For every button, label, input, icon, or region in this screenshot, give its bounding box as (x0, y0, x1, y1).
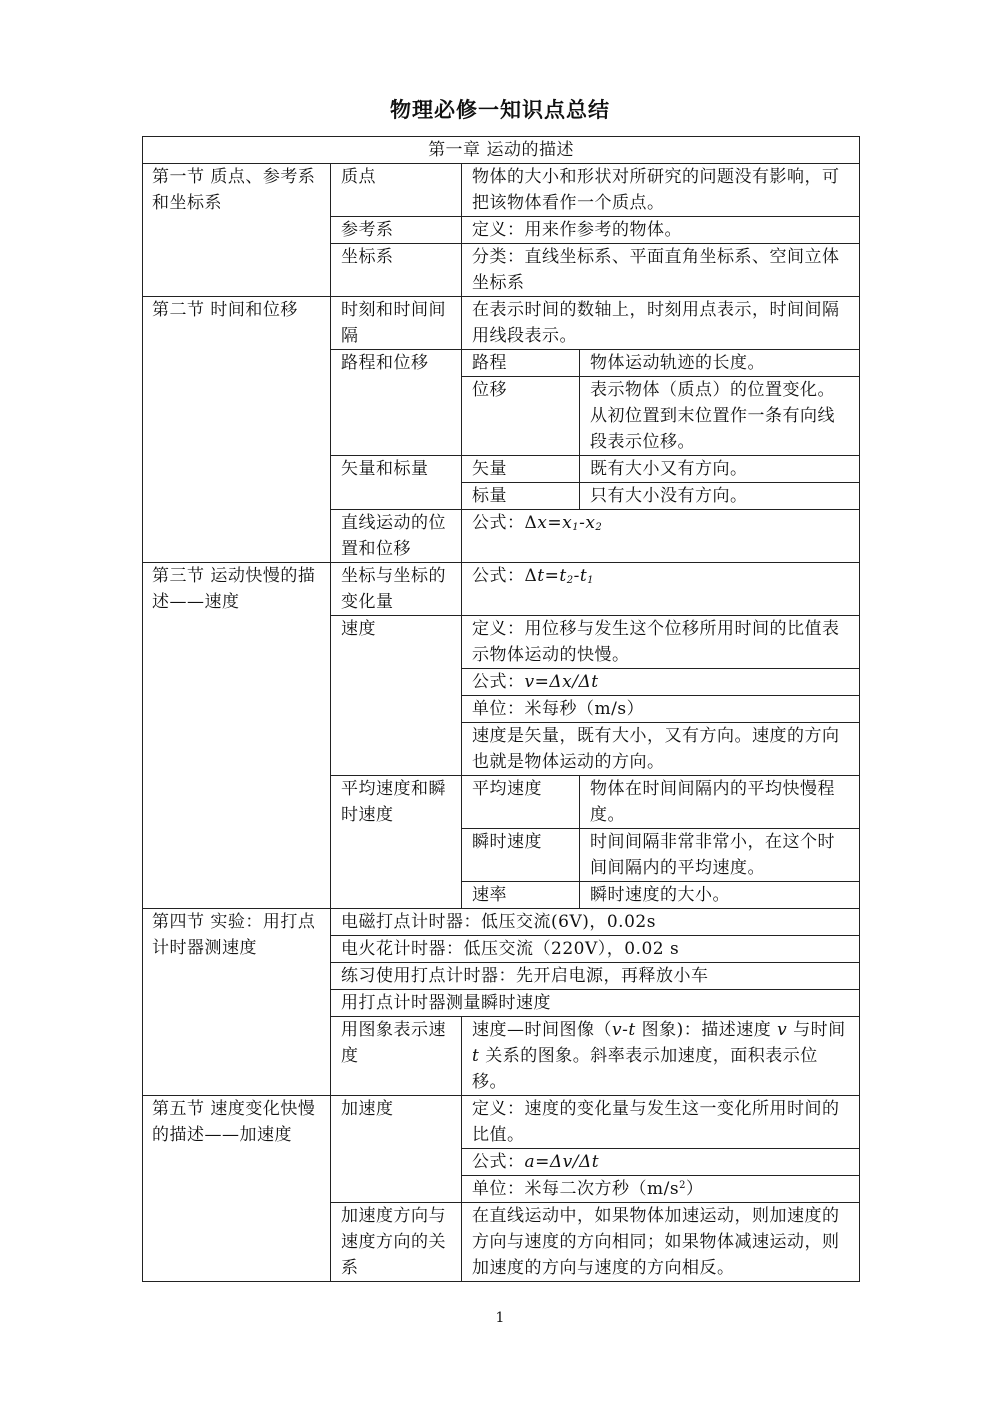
section-3-label: 第三节 运动快慢的描述——速度 (143, 563, 331, 909)
subtopic-content: 物体在时间间隔内的平均快慢程度。 (580, 776, 860, 829)
topic-label: 时刻和时间间隔 (331, 297, 462, 350)
italic-var: t (472, 1046, 480, 1066)
page-number: 1 (495, 1310, 505, 1326)
section-2-label: 第二节 时间和位移 (143, 297, 331, 563)
page-title: 物理必修一知识点总结 (390, 97, 610, 122)
topic-content: 物体的大小和形状对所研究的问题没有影响，可把该物体看作一个质点。 (462, 164, 860, 217)
table-row (143, 563, 860, 616)
formula: v=Δx/Δt (524, 672, 599, 692)
text-run: 图象)：描述速度 (635, 1020, 778, 1040)
subtopic-content: 时间间隔非常非常小，在这个时间间隔内的平均速度。 (580, 829, 860, 882)
subtopic-content: 既有大小又有方向。 (580, 456, 860, 483)
italic-var: v-t (612, 1020, 636, 1040)
topic-content: 分类：直线坐标系、平面直角坐标系、空间立体坐标系 (462, 244, 860, 297)
topic-content: 电火花计时器：低压交流（220V），0.02 s (331, 936, 860, 963)
text-run: 速度—时间图像（ (472, 1020, 612, 1040)
topic-label: 速度 (331, 616, 462, 776)
subtopic-content: 只有大小没有方向。 (580, 483, 860, 510)
subtopic-label: 矢量 (462, 456, 580, 483)
topic-content (462, 1149, 860, 1176)
subtopic-content: 表示物体（质点）的位置变化。从初位置到末位置作一条有向线段表示位移。 (580, 377, 860, 456)
topic-label: 质点 (331, 164, 462, 217)
text-run: 关系的图象。斜率表示加速度，面积表示位移。 (472, 1046, 818, 1092)
subtopic-content: 物体运动轨迹的长度。 (580, 350, 860, 377)
table-row (143, 164, 860, 217)
topic-content: 定义：用位移与发生这个位移所用时间的比值表示物体运动的快慢。 (462, 616, 860, 669)
topic-content: 单位：米每秒（m/s） (462, 696, 860, 723)
topic-label: 参考系 (331, 217, 462, 244)
topic-label: 加速度方向与速度方向的关系 (331, 1203, 462, 1282)
section-1-label: 第一节 质点、参考系和坐标系 (143, 164, 331, 297)
text-run: 单位：米每二次方秒（m/s (472, 1179, 680, 1199)
topic-content: 定义：速度的变化量与发生这一变化所用时间的比值。 (462, 1096, 860, 1149)
topic-content (462, 563, 860, 616)
topic-label: 路程和位移 (331, 350, 462, 456)
section-5-label: 第五节 速度变化快慢的描述——加速度 (143, 1096, 331, 1282)
topic-content: 速度是矢量，既有大小，又有方向。速度的方向也就是物体运动的方向。 (462, 723, 860, 776)
topic-label: 坐标与坐标的变化量 (331, 563, 462, 616)
subtopic-label: 路程 (462, 350, 580, 377)
formula: $t=t_2-t_1$ (537, 566, 595, 586)
subtopic-label: 平均速度 (462, 776, 580, 829)
text-run: 与时间 (787, 1020, 846, 1040)
table-row (143, 1096, 860, 1149)
topic-content: 练习使用打点计时器：先开启电源，再释放小车 (331, 963, 860, 990)
topic-label: 平均速度和瞬时速度 (331, 776, 462, 909)
formula-prefix: 公式：Δ (472, 566, 538, 586)
table-row (143, 297, 860, 350)
topic-content: 用打点计时器测量瞬时速度 (331, 990, 860, 1017)
topic-content: 定义：用来作参考的物体。 (462, 217, 860, 244)
formula-prefix: 公式： (472, 672, 525, 692)
topic-content: 在直线运动中，如果物体加速运动，则加速度的方向与速度的方向相同；如果物体减速运动，则加速度的方向与速度的方向相反。 (462, 1203, 860, 1282)
topic-label: 用图象表示速度 (331, 1017, 462, 1096)
italic-var: v (777, 1020, 788, 1040)
topic-content (462, 1176, 860, 1203)
topic-content: 在表示时间的数轴上，时刻用点表示，时间间隔用线段表示。 (462, 297, 860, 350)
subtopic-label: 速率 (462, 882, 580, 909)
topic-content (462, 510, 860, 563)
formula: $x=x_1-x_2$ (537, 513, 603, 533)
topic-label: 加速度 (331, 1096, 462, 1203)
subtopic-content: 瞬时速度的大小。 (580, 882, 860, 909)
knowledge-table (142, 136, 860, 1282)
formula: a=Δv/Δt (524, 1152, 600, 1172)
topic-label: 坐标系 (331, 244, 462, 297)
chapter-row (143, 137, 860, 164)
subtopic-label: 位移 (462, 377, 580, 456)
text-run: ） (685, 1179, 704, 1199)
subtopic-label: 标量 (462, 483, 580, 510)
formula-prefix: 公式：Δ (472, 513, 538, 533)
topic-label: 直线运动的位置和位移 (331, 510, 462, 563)
section-4-label: 第四节 实验：用打点计时器测速度 (143, 909, 331, 1096)
table-row (143, 909, 860, 936)
topic-content (462, 669, 860, 696)
topic-content: 电磁打点计时器：低压交流(6V)，0.02s (331, 909, 860, 936)
topic-label: 矢量和标量 (331, 456, 462, 510)
topic-content (462, 1017, 860, 1096)
superscript: 2 (679, 1180, 686, 1191)
subtopic-label: 瞬时速度 (462, 829, 580, 882)
formula-prefix: 公式： (472, 1152, 525, 1172)
chapter-title: 第一章 运动的描述 (143, 137, 860, 164)
